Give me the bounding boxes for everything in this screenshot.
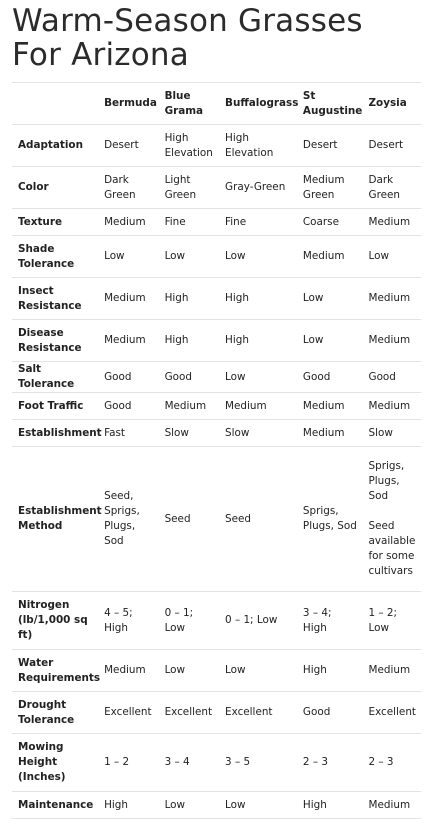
table-cell: Desert	[98, 125, 158, 167]
row-label: Establishment	[12, 420, 98, 447]
table-cell: High	[219, 320, 297, 362]
table-cell: Good	[98, 362, 158, 393]
table-row	[12, 167, 421, 209]
row-label: Establishment Method	[12, 447, 98, 592]
table-cell: Medium	[363, 278, 421, 320]
table-row	[12, 447, 421, 592]
table-row	[12, 650, 421, 692]
table-cell: Fine	[219, 209, 297, 236]
table-cell: High	[98, 792, 158, 819]
table-cell: Gray-Green	[219, 167, 297, 209]
table-cell: High Elevation	[159, 125, 219, 167]
table-cell: Low	[219, 236, 297, 278]
table-cell: Good	[159, 362, 219, 393]
table-row	[12, 420, 421, 447]
column-header: Bermuda	[98, 83, 158, 125]
table-cell: Low	[219, 362, 297, 393]
table-cell: Slow	[159, 420, 219, 447]
table-cell: Excellent	[98, 692, 158, 734]
table-cell: High	[159, 278, 219, 320]
table-row	[12, 362, 421, 393]
table-cell: 3 – 4; High	[297, 592, 363, 650]
header-row	[12, 83, 421, 125]
table-cell: Good	[363, 362, 421, 393]
table-row	[12, 209, 421, 236]
table-cell: Medium	[363, 209, 421, 236]
table-cell: Medium	[297, 393, 363, 420]
table-cell: High	[297, 650, 363, 692]
table-cell: Desert	[297, 125, 363, 167]
table-cell: Excellent	[159, 692, 219, 734]
table-cell: Low	[159, 236, 219, 278]
table-cell: Low	[297, 320, 363, 362]
table-cell: Medium	[98, 209, 158, 236]
column-header: Buffalograss	[219, 83, 297, 125]
row-label: Maintenance	[12, 792, 98, 819]
table-cell: Medium	[363, 393, 421, 420]
table-cell: Dark Green	[363, 167, 421, 209]
table-cell: 3 – 4	[159, 734, 219, 792]
table-body	[12, 125, 421, 819]
table-cell: Desert	[363, 125, 421, 167]
row-label: Foot Traffic	[12, 393, 98, 420]
page	[0, 4, 429, 819]
row-label: Color	[12, 167, 98, 209]
grass-comparison-table	[12, 82, 421, 819]
table-cell: Seed	[159, 447, 219, 592]
row-label: Mowing Height (Inches)	[12, 734, 98, 792]
column-header: St Augustine	[297, 83, 363, 125]
table-row	[12, 792, 421, 819]
table-cell: Fine	[159, 209, 219, 236]
table-cell: Low	[98, 236, 158, 278]
table-row	[12, 734, 421, 792]
table-cell: Slow	[219, 420, 297, 447]
table-cell: 2 – 3	[297, 734, 363, 792]
table-cell: Medium	[159, 393, 219, 420]
table-cell: High	[159, 320, 219, 362]
table-cell: High Elevation	[219, 125, 297, 167]
table-cell: Sprigs, Plugs, Sod	[297, 447, 363, 592]
table-row	[12, 236, 421, 278]
header-corner	[12, 83, 98, 125]
row-label: Drought Tolerance	[12, 692, 98, 734]
row-label: Nitrogen (lb/1,000 sq ft)	[12, 592, 98, 650]
table-cell: Fast	[98, 420, 158, 447]
table-cell: Excellent	[363, 692, 421, 734]
row-label: Insect Resistance	[12, 278, 98, 320]
table-cell: Medium Green	[297, 167, 363, 209]
table-cell: 0 – 1; Low	[219, 592, 297, 650]
table-cell: Sprigs, Plugs, Sod Seed available for some cultivars	[363, 447, 421, 592]
column-header: Blue Grama	[159, 83, 219, 125]
table-cell: Low	[159, 650, 219, 692]
table-row	[12, 278, 421, 320]
table-cell: 1 – 2; Low	[363, 592, 421, 650]
row-label: Water Requirements	[12, 650, 98, 692]
table-cell: Low	[219, 650, 297, 692]
table-row	[12, 692, 421, 734]
table-cell: Good	[297, 692, 363, 734]
table-row	[12, 592, 421, 650]
table-cell: Low	[363, 236, 421, 278]
table-cell: Good	[98, 393, 158, 420]
table-row	[12, 320, 421, 362]
table-cell: Coarse	[297, 209, 363, 236]
table-cell: Medium	[98, 278, 158, 320]
table-cell: Dark Green	[98, 167, 158, 209]
table-cell: Low	[219, 792, 297, 819]
table-cell: Medium	[363, 320, 421, 362]
table-cell: Good	[297, 362, 363, 393]
table-row	[12, 393, 421, 420]
table-cell: Medium	[363, 650, 421, 692]
table-cell: Slow	[363, 420, 421, 447]
table-cell: 3 – 5	[219, 734, 297, 792]
row-label: Salt Tolerance	[12, 362, 98, 393]
table-cell: 2 – 3	[363, 734, 421, 792]
table-cell: 0 – 1; Low	[159, 592, 219, 650]
table-cell: Low	[159, 792, 219, 819]
column-header: Zoysia	[363, 83, 421, 125]
table-cell: Medium	[297, 236, 363, 278]
table-cell: Medium	[297, 420, 363, 447]
table-cell: Medium	[363, 792, 421, 819]
table-cell: Medium	[98, 320, 158, 362]
table-cell: Medium	[219, 393, 297, 420]
table-cell: High	[219, 278, 297, 320]
table-cell: Excellent	[219, 692, 297, 734]
row-label: Disease Resistance	[12, 320, 98, 362]
row-label: Adaptation	[12, 125, 98, 167]
table-cell: High	[297, 792, 363, 819]
table-cell: Seed	[219, 447, 297, 592]
table-cell: Low	[297, 278, 363, 320]
table-cell: 1 – 2	[98, 734, 158, 792]
page-title: Warm-Season Grasses For Arizona	[12, 3, 363, 73]
table-cell: Seed, Sprigs, Plugs, Sod	[98, 447, 158, 592]
table-cell: 4 – 5; High	[98, 592, 158, 650]
table-cell: Medium	[98, 650, 158, 692]
row-label: Shade Tolerance	[12, 236, 98, 278]
row-label: Texture	[12, 209, 98, 236]
table-cell: Light Green	[159, 167, 219, 209]
table-row	[12, 125, 421, 167]
